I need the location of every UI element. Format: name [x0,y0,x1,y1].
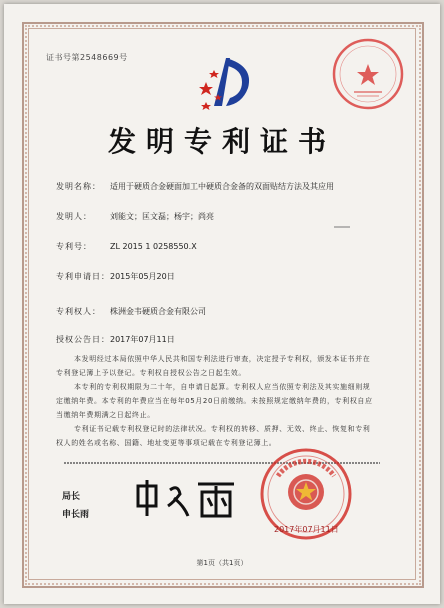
body-paragraph: 专利证书记载专利权登记时的法律状况。专利权的转移、质押、无效、终止、恢复和专利权人的姓名或名称、国籍、地址变更等事项记载在专利登记簿上。 [56,425,371,447]
field-value: 刘能文；匡文磊；杨宇；尚亮 [110,212,214,221]
field-label: 发明名称： [56,182,101,191]
certificate-title: 发明专利证书 [107,125,336,158]
paperclip-mark [334,218,350,228]
field-label: 授权公告日： [56,335,110,344]
certificate-number: 证书号第2548669号 [46,53,128,62]
field-value: 2015年05月20日 [110,272,175,281]
page-number: 第1页（共1页） [196,559,248,567]
director-name: 申长雨 [62,510,90,520]
field-grant-date [56,334,175,345]
director-block [62,488,89,524]
field-patent-number [56,241,197,252]
field-application-date [56,271,175,282]
field-value: 适用于硬质合金硬面加工中硬质合金备的双面贴结方法及其应用 [110,182,334,191]
field-patentee [56,306,206,317]
field-value: 株洲金韦硬质合金有限公司 [110,307,206,316]
field-label: 专利号： [56,242,92,251]
director-signature [130,476,240,524]
field-inventors [56,211,214,222]
field-invention-name [56,181,334,192]
body-paragraph: 本发明经过本局依照中华人民共和国专利法进行审查，决定授予专利权，颁发本证书并在专利登记簿上予以登记。专利权自授权公告之日起生效。 [56,355,371,377]
field-value: ZL 2015 1 0258550.X [110,242,197,251]
patent-office-logo-icon [196,52,258,112]
field-label: 专利权人： [56,307,101,316]
body-paragraph: 本专利的专利权期限为二十年，自申请日起算。专利权人应当依照专利法及其实施细则规定缴纳年费。本专利的年费应当在每年05月20日前缴纳。未按照规定缴纳年费的，专利权自应当缴纳年费期满之日起终止。 [56,383,373,419]
field-value: 2017年07月11日 [110,335,175,344]
company-seal-icon [330,36,406,112]
seal-date: 2017年07月11日 [274,525,339,534]
director-title: 局长 [62,492,81,502]
field-label: 发明人： [56,212,92,221]
field-label: 专利申请日： [56,272,110,281]
